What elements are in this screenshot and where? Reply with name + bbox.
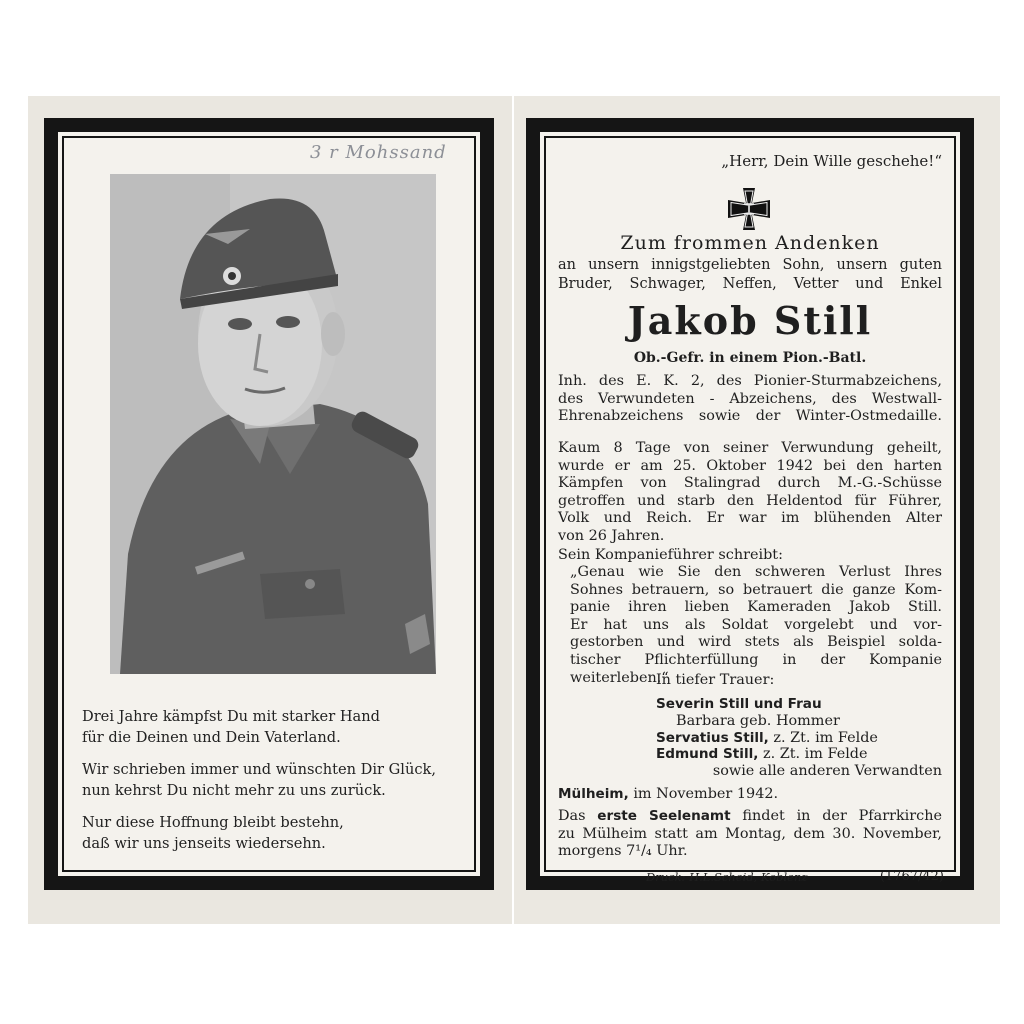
story-line: getroffen und starb den Heldentod für Führer,	[558, 492, 942, 509]
decorations-line: Inh. des E. K. 2, des Pionier-Sturmabzeichens,	[558, 373, 942, 389]
mourning-line: In tiefer Trauer:	[656, 672, 775, 688]
soldier-portrait-photo	[110, 174, 436, 674]
family-member-note: z. Zt. im Felde	[758, 746, 868, 763]
right-card	[514, 96, 1000, 924]
mass-line: morgens 7¹/₄ Uhr.	[558, 843, 688, 860]
poem-line: Nur diese Hoffnung bleibt bestehn,	[82, 814, 344, 831]
family-list	[656, 696, 942, 780]
family-member-name: Servatius Still,	[656, 729, 769, 746]
quote-line: Er hat uns als Soldat vorgelebt und vor-	[570, 616, 942, 633]
printer-credit: Druck: H.L.Scheid, Koblenz	[646, 870, 808, 884]
quote-line: tischer Pflichterfüllung in der Kompanie	[570, 651, 942, 668]
family-member	[656, 730, 942, 747]
family-member-name: Edmund Still,	[656, 746, 759, 763]
poem-stanza-2	[82, 759, 482, 801]
quote-line: „Genau wie Sie den schweren Verlust Ihres	[570, 564, 942, 580]
quote-line: panie ihren lieben Kameraden Jakob Still.	[570, 599, 942, 616]
family-member-note: z. Zt. im Felde	[768, 729, 878, 746]
family-member	[656, 746, 942, 763]
motto: „Herr, Dein Wille geschehe!“	[721, 152, 942, 170]
place: Mülheim,	[558, 786, 629, 802]
requiem-mass-notice	[558, 808, 942, 861]
decorations-line: Ehrenabzeichens sowie der Winter-Ostmedaille.	[558, 408, 942, 425]
decorations-line: des Verwundeten - Abzeichens, des Westwall-	[558, 390, 942, 407]
intro-line: Bruder, Schwager, Neffen, Vetter und Enkel	[558, 276, 942, 292]
iron-cross-icon	[726, 186, 772, 232]
mass-bold: erste Seelenamt	[597, 808, 731, 824]
family-others: sowie alle anderen Verwandten	[712, 763, 942, 780]
heading: Zum frommen Andenken	[620, 232, 880, 254]
family-member-name: Severin Still und Frau	[656, 696, 822, 712]
poem-line: nun kehrst Du nicht mehr zu uns zurück.	[82, 782, 386, 799]
poem-line: daß wir uns jenseits wiedersehn.	[82, 835, 326, 852]
intro-line: an unsern innigstgeliebten Sohn, unsern guten	[558, 257, 942, 273]
date: im November 1942.	[628, 786, 779, 802]
family-member	[656, 696, 942, 713]
pencil-note: 3 r Mohssand	[310, 142, 447, 163]
mourning-border-left	[44, 118, 494, 890]
poem	[82, 706, 482, 865]
story-line: Volk und Reich. Er war im blühenden Alter	[558, 510, 942, 527]
story-line: von 26 Jahren.	[558, 527, 665, 544]
print-code: (1767/42)	[879, 869, 944, 884]
poem-stanza-1	[82, 706, 482, 748]
story	[558, 440, 942, 546]
rank: Ob.-Gefr. in einem Pion.-Batl.	[633, 350, 867, 366]
commander-quote	[570, 564, 942, 687]
quote-line: gestorben und wird stets als Beispiel solda-	[570, 634, 942, 651]
story-line: wurde er am 25. Oktober 1942 bei den harten	[558, 457, 942, 474]
left-card	[28, 96, 512, 924]
poem-line: Drei Jahre kämpfst Du mit starker Hand	[82, 708, 380, 725]
soldier-portrait-image	[110, 174, 436, 674]
quote-line: Sohnes betrauern, so betrauert die ganze Kom-	[570, 581, 942, 598]
mass-text: findet in der Pfarrkirche	[730, 808, 943, 824]
mass-line	[558, 808, 942, 826]
poem-line: für die Deinen und Dein Vaterland.	[82, 729, 341, 746]
poem-stanza-3	[82, 812, 482, 854]
commander-intro: Sein Kompanieführer schreibt:	[558, 547, 783, 563]
quote-line: weiterleben.“	[570, 669, 669, 686]
intro	[558, 256, 942, 294]
place-date	[558, 786, 778, 802]
mass-line: zu Mülheim statt am Montag, dem 30. November,	[558, 825, 942, 842]
decorations	[558, 373, 942, 426]
story-line: Kaum 8 Tage von seiner Verwundung geheilt,	[558, 440, 942, 456]
mourning-border-right	[526, 118, 974, 890]
story-line: Kämpfen von Stalingrad durch M.-G.-Schüsse	[558, 475, 942, 492]
poem-line: Wir schrieben immer und wünschten Dir Glück,	[82, 761, 437, 778]
family-member: Barbara geb. Hommer	[676, 712, 840, 729]
mass-text: Das	[558, 808, 598, 824]
deceased-name: Jakob Still	[627, 298, 873, 343]
